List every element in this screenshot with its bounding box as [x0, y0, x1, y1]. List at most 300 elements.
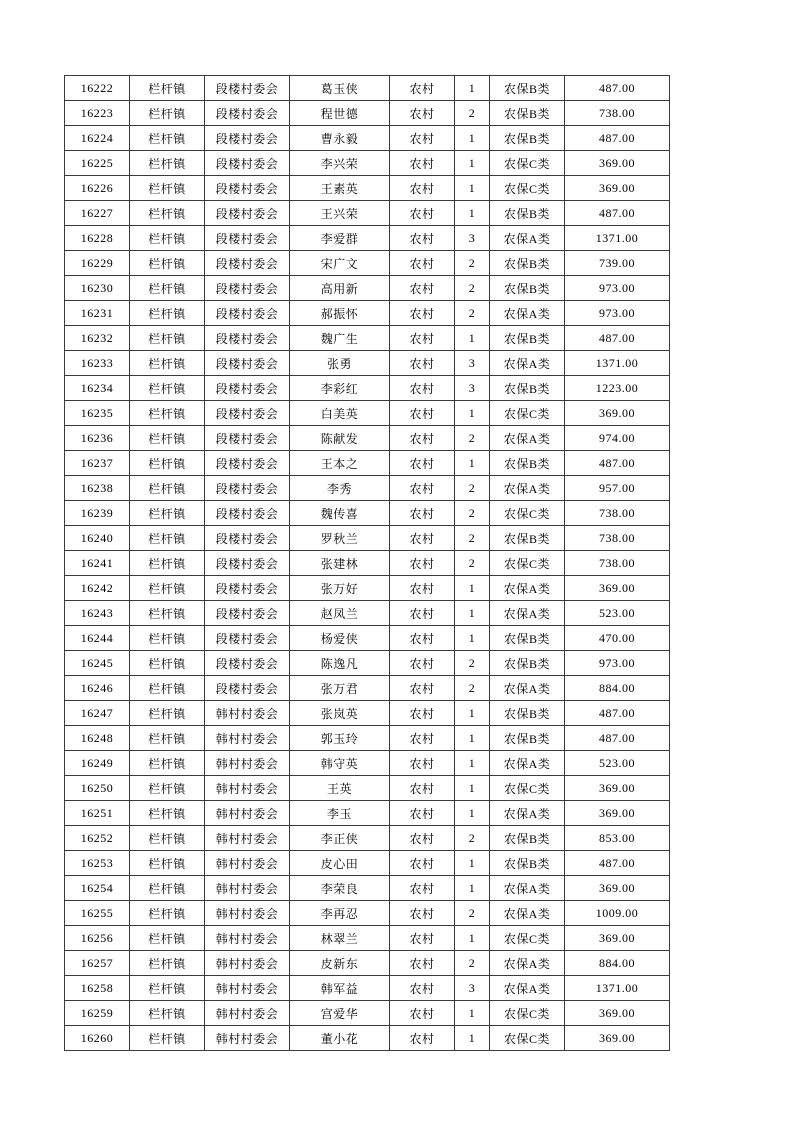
cell-serial-number: 16222 [65, 76, 130, 101]
cell-village-committee: 段楼村委会 [205, 151, 290, 176]
cell-village-committee: 韩村村委会 [205, 1026, 290, 1051]
cell-village-committee: 韩村村委会 [205, 801, 290, 826]
cell-amount: 1223.00 [565, 376, 670, 401]
cell-residence-type: 农村 [390, 876, 455, 901]
cell-person-name: 李爱群 [290, 226, 390, 251]
cell-village-committee: 段楼村委会 [205, 476, 290, 501]
cell-serial-number: 16255 [65, 901, 130, 926]
cell-residence-type: 农村 [390, 576, 455, 601]
cell-serial-number: 16243 [65, 601, 130, 626]
table-row [65, 126, 670, 151]
cell-town: 栏杆镇 [130, 151, 205, 176]
cell-serial-number: 16260 [65, 1026, 130, 1051]
cell-insurance-category: 农保A类 [490, 426, 565, 451]
cell-village-committee: 段楼村委会 [205, 351, 290, 376]
cell-town: 栏杆镇 [130, 551, 205, 576]
cell-residence-type: 农村 [390, 226, 455, 251]
cell-person-name: 王素英 [290, 176, 390, 201]
cell-residence-type: 农村 [390, 76, 455, 101]
cell-person-name: 白美英 [290, 401, 390, 426]
cell-amount: 738.00 [565, 101, 670, 126]
cell-amount: 957.00 [565, 476, 670, 501]
cell-amount: 470.00 [565, 626, 670, 651]
cell-town: 栏杆镇 [130, 651, 205, 676]
cell-serial-number: 16254 [65, 876, 130, 901]
table-row [65, 251, 670, 276]
cell-residence-type: 农村 [390, 501, 455, 526]
cell-person-count: 1 [455, 126, 490, 151]
cell-amount: 487.00 [565, 451, 670, 476]
table-row [65, 476, 670, 501]
cell-residence-type: 农村 [390, 626, 455, 651]
cell-residence-type: 农村 [390, 801, 455, 826]
cell-serial-number: 16234 [65, 376, 130, 401]
table-row [65, 701, 670, 726]
cell-insurance-category: 农保A类 [490, 801, 565, 826]
cell-amount: 738.00 [565, 501, 670, 526]
cell-residence-type: 农村 [390, 426, 455, 451]
cell-insurance-category: 农保C类 [490, 1001, 565, 1026]
table-row [65, 276, 670, 301]
cell-insurance-category: 农保B类 [490, 626, 565, 651]
cell-person-count: 1 [455, 726, 490, 751]
cell-amount: 738.00 [565, 551, 670, 576]
cell-town: 栏杆镇 [130, 851, 205, 876]
cell-town: 栏杆镇 [130, 951, 205, 976]
cell-amount: 853.00 [565, 826, 670, 851]
cell-insurance-category: 农保C类 [490, 501, 565, 526]
table-row [65, 301, 670, 326]
table-row [65, 201, 670, 226]
cell-amount: 1009.00 [565, 901, 670, 926]
cell-person-name: 张勇 [290, 351, 390, 376]
cell-amount: 487.00 [565, 851, 670, 876]
cell-person-count: 1 [455, 876, 490, 901]
cell-amount: 523.00 [565, 751, 670, 776]
cell-residence-type: 农村 [390, 101, 455, 126]
cell-person-name: 李秀 [290, 476, 390, 501]
cell-village-committee: 段楼村委会 [205, 301, 290, 326]
cell-person-name: 林翠兰 [290, 926, 390, 951]
cell-village-committee: 段楼村委会 [205, 576, 290, 601]
cell-person-name: 陈献发 [290, 426, 390, 451]
cell-amount: 369.00 [565, 776, 670, 801]
cell-amount: 369.00 [565, 176, 670, 201]
cell-residence-type: 农村 [390, 1001, 455, 1026]
cell-town: 栏杆镇 [130, 751, 205, 776]
cell-serial-number: 16244 [65, 626, 130, 651]
table-row [65, 176, 670, 201]
cell-village-committee: 段楼村委会 [205, 526, 290, 551]
cell-person-name: 杨爱侠 [290, 626, 390, 651]
cell-insurance-category: 农保C类 [490, 926, 565, 951]
cell-town: 栏杆镇 [130, 226, 205, 251]
cell-insurance-category: 农保B类 [490, 526, 565, 551]
cell-serial-number: 16242 [65, 576, 130, 601]
cell-amount: 884.00 [565, 676, 670, 701]
cell-residence-type: 农村 [390, 901, 455, 926]
table-row [65, 351, 670, 376]
cell-village-committee: 段楼村委会 [205, 276, 290, 301]
cell-village-committee: 韩村村委会 [205, 976, 290, 1001]
cell-town: 栏杆镇 [130, 426, 205, 451]
cell-serial-number: 16240 [65, 526, 130, 551]
cell-village-committee: 段楼村委会 [205, 76, 290, 101]
cell-serial-number: 16251 [65, 801, 130, 826]
cell-town: 栏杆镇 [130, 1001, 205, 1026]
cell-person-count: 2 [455, 501, 490, 526]
cell-town: 栏杆镇 [130, 201, 205, 226]
cell-town: 栏杆镇 [130, 276, 205, 301]
cell-residence-type: 农村 [390, 551, 455, 576]
table-row [65, 726, 670, 751]
cell-residence-type: 农村 [390, 326, 455, 351]
cell-residence-type: 农村 [390, 601, 455, 626]
cell-insurance-category: 农保C类 [490, 151, 565, 176]
cell-residence-type: 农村 [390, 751, 455, 776]
cell-town: 栏杆镇 [130, 776, 205, 801]
cell-serial-number: 16233 [65, 351, 130, 376]
cell-amount: 369.00 [565, 876, 670, 901]
cell-insurance-category: 农保C类 [490, 551, 565, 576]
cell-person-name: 李再忍 [290, 901, 390, 926]
cell-serial-number: 16249 [65, 751, 130, 776]
cell-serial-number: 16237 [65, 451, 130, 476]
cell-insurance-category: 农保A类 [490, 351, 565, 376]
cell-town: 栏杆镇 [130, 301, 205, 326]
cell-town: 栏杆镇 [130, 76, 205, 101]
cell-village-committee: 韩村村委会 [205, 701, 290, 726]
table-row [65, 576, 670, 601]
cell-serial-number: 16239 [65, 501, 130, 526]
cell-residence-type: 农村 [390, 351, 455, 376]
cell-person-name: 赵凤兰 [290, 601, 390, 626]
cell-serial-number: 16223 [65, 101, 130, 126]
cell-amount: 369.00 [565, 1001, 670, 1026]
cell-town: 栏杆镇 [130, 476, 205, 501]
cell-village-committee: 段楼村委会 [205, 551, 290, 576]
cell-person-name: 张万好 [290, 576, 390, 601]
cell-village-committee: 段楼村委会 [205, 451, 290, 476]
cell-person-name: 罗秋兰 [290, 526, 390, 551]
cell-town: 栏杆镇 [130, 101, 205, 126]
table-row [65, 501, 670, 526]
cell-town: 栏杆镇 [130, 251, 205, 276]
cell-serial-number: 16225 [65, 151, 130, 176]
cell-village-committee: 韩村村委会 [205, 776, 290, 801]
table-body [65, 76, 670, 1051]
cell-person-count: 1 [455, 176, 490, 201]
cell-serial-number: 16224 [65, 126, 130, 151]
cell-insurance-category: 农保B类 [490, 376, 565, 401]
cell-person-name: 葛玉侠 [290, 76, 390, 101]
cell-person-count: 2 [455, 651, 490, 676]
cell-village-committee: 段楼村委会 [205, 101, 290, 126]
cell-amount: 369.00 [565, 926, 670, 951]
cell-person-name: 郭玉玲 [290, 726, 390, 751]
cell-village-committee: 韩村村委会 [205, 751, 290, 776]
cell-insurance-category: 农保A类 [490, 751, 565, 776]
cell-amount: 973.00 [565, 651, 670, 676]
cell-amount: 884.00 [565, 951, 670, 976]
table-row [65, 901, 670, 926]
table-row [65, 76, 670, 101]
cell-village-committee: 韩村村委会 [205, 926, 290, 951]
table-row [65, 551, 670, 576]
cell-person-name: 陈逸凡 [290, 651, 390, 676]
cell-insurance-category: 农保A类 [490, 901, 565, 926]
cell-village-committee: 段楼村委会 [205, 376, 290, 401]
cell-town: 栏杆镇 [130, 576, 205, 601]
cell-insurance-category: 农保A类 [490, 601, 565, 626]
cell-village-committee: 韩村村委会 [205, 876, 290, 901]
cell-town: 栏杆镇 [130, 826, 205, 851]
cell-person-count: 2 [455, 526, 490, 551]
cell-town: 栏杆镇 [130, 376, 205, 401]
cell-person-count: 2 [455, 551, 490, 576]
cell-serial-number: 16229 [65, 251, 130, 276]
cell-town: 栏杆镇 [130, 876, 205, 901]
cell-serial-number: 16227 [65, 201, 130, 226]
cell-insurance-category: 农保C类 [490, 1026, 565, 1051]
cell-serial-number: 16238 [65, 476, 130, 501]
cell-serial-number: 16252 [65, 826, 130, 851]
cell-amount: 1371.00 [565, 351, 670, 376]
cell-town: 栏杆镇 [130, 976, 205, 1001]
cell-person-count: 2 [455, 676, 490, 701]
cell-residence-type: 农村 [390, 201, 455, 226]
cell-amount: 487.00 [565, 701, 670, 726]
cell-town: 栏杆镇 [130, 601, 205, 626]
cell-town: 栏杆镇 [130, 801, 205, 826]
cell-residence-type: 农村 [390, 726, 455, 751]
table-row [65, 326, 670, 351]
cell-residence-type: 农村 [390, 151, 455, 176]
cell-amount: 487.00 [565, 201, 670, 226]
cell-residence-type: 农村 [390, 526, 455, 551]
cell-village-committee: 韩村村委会 [205, 901, 290, 926]
cell-person-name: 高用新 [290, 276, 390, 301]
cell-town: 栏杆镇 [130, 526, 205, 551]
cell-person-name: 皮新东 [290, 951, 390, 976]
cell-person-count: 1 [455, 701, 490, 726]
cell-village-committee: 段楼村委会 [205, 401, 290, 426]
table-row [65, 801, 670, 826]
cell-amount: 523.00 [565, 601, 670, 626]
cell-town: 栏杆镇 [130, 501, 205, 526]
cell-person-count: 1 [455, 776, 490, 801]
cell-serial-number: 16258 [65, 976, 130, 1001]
cell-serial-number: 16241 [65, 551, 130, 576]
cell-amount: 369.00 [565, 151, 670, 176]
table-row [65, 426, 670, 451]
cell-serial-number: 16246 [65, 676, 130, 701]
cell-serial-number: 16226 [65, 176, 130, 201]
cell-insurance-category: 农保B类 [490, 451, 565, 476]
cell-insurance-category: 农保A类 [490, 226, 565, 251]
table-row [65, 376, 670, 401]
cell-insurance-category: 农保C类 [490, 176, 565, 201]
cell-person-name: 李荣良 [290, 876, 390, 901]
cell-person-count: 3 [455, 351, 490, 376]
cell-town: 栏杆镇 [130, 676, 205, 701]
cell-town: 栏杆镇 [130, 901, 205, 926]
cell-person-name: 宋广文 [290, 251, 390, 276]
cell-person-name: 董小花 [290, 1026, 390, 1051]
cell-insurance-category: 农保A类 [490, 476, 565, 501]
cell-person-count: 1 [455, 201, 490, 226]
cell-serial-number: 16259 [65, 1001, 130, 1026]
cell-person-name: 皮心田 [290, 851, 390, 876]
cell-residence-type: 农村 [390, 276, 455, 301]
table-row [65, 851, 670, 876]
cell-insurance-category: 农保B类 [490, 326, 565, 351]
cell-amount: 369.00 [565, 401, 670, 426]
cell-amount: 1371.00 [565, 226, 670, 251]
cell-village-committee: 段楼村委会 [205, 601, 290, 626]
cell-village-committee: 段楼村委会 [205, 651, 290, 676]
cell-insurance-category: 农保C类 [490, 401, 565, 426]
cell-residence-type: 农村 [390, 251, 455, 276]
cell-town: 栏杆镇 [130, 176, 205, 201]
cell-person-count: 1 [455, 576, 490, 601]
cell-serial-number: 16245 [65, 651, 130, 676]
table-row [65, 601, 670, 626]
cell-serial-number: 16236 [65, 426, 130, 451]
cell-residence-type: 农村 [390, 301, 455, 326]
table-row [65, 151, 670, 176]
cell-village-committee: 段楼村委会 [205, 201, 290, 226]
cell-village-committee: 段楼村委会 [205, 226, 290, 251]
cell-person-name: 张建林 [290, 551, 390, 576]
cell-person-count: 2 [455, 426, 490, 451]
table-row [65, 526, 670, 551]
cell-residence-type: 农村 [390, 851, 455, 876]
cell-insurance-category: 农保B类 [490, 76, 565, 101]
cell-insurance-category: 农保B类 [490, 701, 565, 726]
cell-person-count: 3 [455, 976, 490, 1001]
cell-amount: 1371.00 [565, 976, 670, 1001]
cell-village-committee: 段楼村委会 [205, 176, 290, 201]
cell-village-committee: 段楼村委会 [205, 426, 290, 451]
cell-town: 栏杆镇 [130, 926, 205, 951]
cell-residence-type: 农村 [390, 676, 455, 701]
cell-person-count: 2 [455, 901, 490, 926]
cell-residence-type: 农村 [390, 176, 455, 201]
cell-residence-type: 农村 [390, 1026, 455, 1051]
cell-person-name: 张万君 [290, 676, 390, 701]
cell-person-name: 王本之 [290, 451, 390, 476]
cell-person-count: 1 [455, 626, 490, 651]
cell-person-name: 郝振怀 [290, 301, 390, 326]
cell-person-count: 2 [455, 251, 490, 276]
table-row [65, 626, 670, 651]
cell-amount: 487.00 [565, 76, 670, 101]
table-row [65, 676, 670, 701]
cell-person-count: 1 [455, 926, 490, 951]
cell-person-count: 1 [455, 451, 490, 476]
cell-village-committee: 韩村村委会 [205, 951, 290, 976]
cell-insurance-category: 农保B类 [490, 826, 565, 851]
cell-person-name: 韩军益 [290, 976, 390, 1001]
cell-town: 栏杆镇 [130, 701, 205, 726]
cell-residence-type: 农村 [390, 976, 455, 1001]
cell-person-count: 2 [455, 826, 490, 851]
cell-person-count: 1 [455, 601, 490, 626]
cell-person-count: 1 [455, 326, 490, 351]
cell-person-name: 王兴荣 [290, 201, 390, 226]
cell-village-committee: 韩村村委会 [205, 851, 290, 876]
cell-village-committee: 韩村村委会 [205, 826, 290, 851]
cell-amount: 738.00 [565, 526, 670, 551]
table-row [65, 776, 670, 801]
cell-person-name: 韩守英 [290, 751, 390, 776]
table-row [65, 226, 670, 251]
cell-amount: 369.00 [565, 1026, 670, 1051]
cell-amount: 974.00 [565, 426, 670, 451]
cell-insurance-category: 农保A类 [490, 576, 565, 601]
cell-residence-type: 农村 [390, 126, 455, 151]
cell-person-count: 1 [455, 801, 490, 826]
cell-residence-type: 农村 [390, 401, 455, 426]
cell-insurance-category: 农保B类 [490, 726, 565, 751]
cell-village-committee: 韩村村委会 [205, 726, 290, 751]
cell-town: 栏杆镇 [130, 401, 205, 426]
cell-amount: 973.00 [565, 276, 670, 301]
cell-town: 栏杆镇 [130, 326, 205, 351]
cell-village-committee: 段楼村委会 [205, 326, 290, 351]
cell-person-name: 曹永毅 [290, 126, 390, 151]
cell-person-count: 1 [455, 1026, 490, 1051]
cell-serial-number: 16250 [65, 776, 130, 801]
cell-serial-number: 16228 [65, 226, 130, 251]
cell-insurance-category: 农保B类 [490, 251, 565, 276]
cell-residence-type: 农村 [390, 451, 455, 476]
cell-person-name: 李彩红 [290, 376, 390, 401]
table-row [65, 951, 670, 976]
table-row [65, 751, 670, 776]
cell-town: 栏杆镇 [130, 126, 205, 151]
cell-village-committee: 段楼村委会 [205, 251, 290, 276]
cell-person-count: 2 [455, 101, 490, 126]
cell-person-name: 王英 [290, 776, 390, 801]
cell-village-committee: 韩村村委会 [205, 1001, 290, 1026]
cell-person-count: 3 [455, 226, 490, 251]
cell-person-name: 程世德 [290, 101, 390, 126]
table-row [65, 826, 670, 851]
cell-amount: 487.00 [565, 326, 670, 351]
cell-amount: 739.00 [565, 251, 670, 276]
cell-village-committee: 段楼村委会 [205, 501, 290, 526]
cell-amount: 369.00 [565, 801, 670, 826]
cell-serial-number: 16230 [65, 276, 130, 301]
cell-person-name: 魏传喜 [290, 501, 390, 526]
cell-village-committee: 段楼村委会 [205, 626, 290, 651]
cell-amount: 973.00 [565, 301, 670, 326]
cell-person-count: 1 [455, 751, 490, 776]
cell-person-name: 李正侠 [290, 826, 390, 851]
cell-person-count: 1 [455, 401, 490, 426]
table-row [65, 1001, 670, 1026]
table-row [65, 926, 670, 951]
cell-person-name: 张岚英 [290, 701, 390, 726]
cell-residence-type: 农村 [390, 951, 455, 976]
cell-residence-type: 农村 [390, 776, 455, 801]
cell-residence-type: 农村 [390, 476, 455, 501]
cell-person-count: 2 [455, 276, 490, 301]
cell-person-count: 1 [455, 851, 490, 876]
cell-amount: 487.00 [565, 726, 670, 751]
